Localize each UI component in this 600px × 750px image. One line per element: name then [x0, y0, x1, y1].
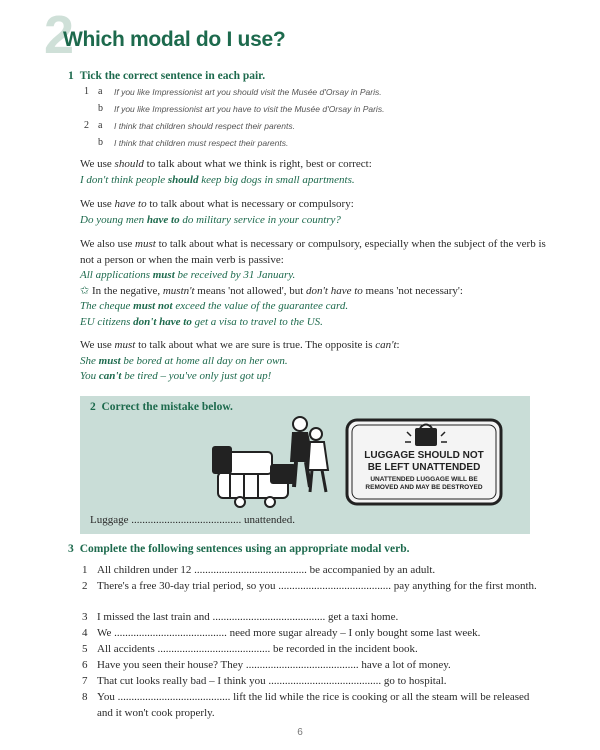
page-title: Which modal do I use?	[63, 28, 286, 51]
sign-line-4: REMOVED AND MAY BE DESTROYED	[365, 484, 483, 491]
example-must-certainty: She must be bored at home all day on her own.	[80, 354, 288, 367]
explanation-have-to: We use have to to talk about what is necessary or compulsory: Do young men have to do military service in your country?	[80, 197, 550, 228]
exercise-3-item-5[interactable]: 5 All accidents ......................................... be recorded in the incident book.	[82, 643, 418, 655]
explanation-certainty: We use must to talk about what we are sure is true. The opposite is can't: She must be bored at home all day on her own. You can't be tired – you've only just got up!	[80, 338, 550, 385]
section-3-heading	[68, 543, 410, 555]
sign-line-1: LUGGAGE SHOULD NOT	[364, 450, 484, 461]
exercise-1-2a[interactable]: 2 a I think that children should respect their parents.	[84, 120, 295, 131]
example-must-not: The cheque must not exceed the value of the guarantee card.	[80, 300, 349, 312]
section-3-instruction: Complete the following sentences using an appropriate modal verb.	[79, 543, 410, 555]
section-1-number: 1	[68, 70, 74, 82]
section-2-heading: 2 Correct the mistake below.	[90, 401, 233, 413]
section-3-number: 3	[68, 543, 74, 555]
chapter-number: 2	[44, 5, 75, 65]
exercise-3-item-4[interactable]: 4 We ......................................... need more sugar already – I only bought some last week.	[82, 627, 481, 639]
page-number: 6	[297, 727, 303, 738]
example-should: I don't think people should keep big dogs in small apartments.	[80, 173, 355, 186]
section-1-heading	[68, 70, 265, 82]
explanation-should: We use should to talk about what we think is right, best or correct: I don't think people should keep big dogs in small apartments.	[80, 157, 550, 188]
note-negative: ✩ In the negative, mustn't means 'not allowed', but don't have to means 'not necessary':	[80, 284, 463, 297]
example-cant: You can't be tired – you've only just got up!	[80, 370, 272, 382]
luggage-warning-sign	[345, 418, 503, 506]
sign-line-2: BE LEFT UNATTENDED	[367, 462, 481, 473]
exercise-1-1b[interactable]: b If you like Impressionist art you have to visit the Musée d'Orsay in Paris.	[98, 103, 385, 114]
exercise-3-item-1[interactable]: 1 All children under 12 ......................................... be accompanied by an adult.	[82, 564, 436, 576]
section-1-instruction: Tick the correct sentence in each pair.	[79, 70, 266, 82]
star-icon: ✩	[80, 284, 90, 297]
explanation-must: We also use must to talk about what is necessary or compulsory, especially when the subject of the verb is not a person or when the main verb is passive: All applications must be received by 31 January. ✩ In the negative, mustn't means 'not allowed', but don't have to means 'not necessary': The cheque must not exceed the value of the guarantee card. EU citizens don't have to get a visa to travel to the US.	[80, 237, 550, 330]
exercise-1-1a[interactable]: 1 a If you like Impressionist art you should visit the Musée d'Orsay in Paris.	[84, 86, 382, 97]
example-must: All applications must be received by 31 January.	[80, 269, 296, 281]
example-have-to: Do young men have to do military service in your country?	[80, 213, 341, 226]
exercise-3-item-8[interactable]: 8 You ......................................... lift the lid while the rice is cooking or all the steam will be released and it won't cook properly.	[82, 691, 530, 719]
exercise-3-item-3[interactable]: 3 I missed the last train and ......................................... get a taxi home.	[82, 611, 399, 623]
exercise-3-item-2[interactable]: 2 There's a free 30-day trial period, so you ......................................... pay anything for the first month.	[82, 580, 537, 592]
luggage-illustration	[210, 412, 330, 512]
exercise-2-panel	[80, 396, 530, 534]
exercise-2-answer-line[interactable]: Luggage ........................................ unattended.	[90, 514, 295, 526]
sign-line-3: UNATTENDED LUGGAGE WILL BE	[370, 476, 478, 483]
exercise-3-item-7[interactable]: 7 That cut looks really bad – I think you ......................................... go to hospital.	[82, 675, 447, 687]
exercise-1-2b[interactable]: b I think that children must respect their parents.	[98, 137, 289, 148]
example-dont-have-to: EU citizens don't have to get a visa to travel to the US.	[80, 315, 323, 328]
exercise-3-item-6[interactable]: 6 Have you seen their house? They ......................................... have a lot of money.	[82, 659, 451, 671]
